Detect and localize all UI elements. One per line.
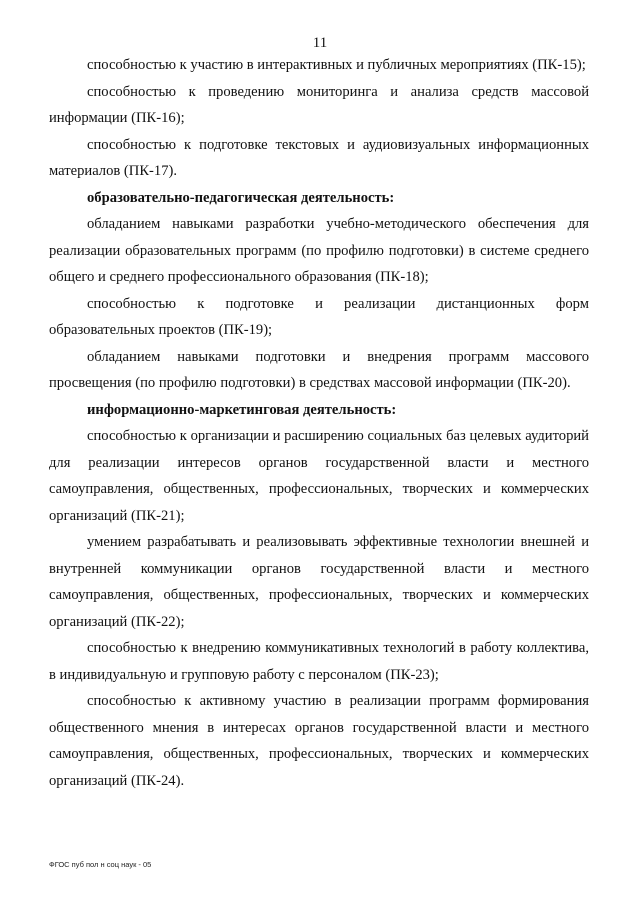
competency-pk-21: способностью к организации и расширению социальных баз целевых аудиторий для реализации интересов органов государственной власти и местного самоуправления, общественных, профессиональных, творческих и коммерческих организаций (ПК-21); [49, 428, 589, 524]
competency-pk-24: способностью к активному участию в реализации программ формирования общественного мнения в интересах органов государственной власти и местного самоуправления, общественных, профессиональных, творческих и коммерческих организаций (ПК-24). [49, 693, 589, 789]
competency-pk-18: обладанием навыками разработки учебно-методического обеспечения для реализации образовательных программ (по профилю подготовки) в системе среднего общего и среднего профессионального образования (ПК-18); [49, 216, 589, 285]
competency-pk-23: способностью к внедрению коммуникативных технологий в работу коллектива, в индивидуальную и групповую работу с персоналом (ПК-23); [49, 640, 589, 683]
competency-pk-16: способностью к проведению мониторинга и анализа средств массовой информации (ПК-16); [49, 83, 589, 126]
competency-pk-22: умением разрабатывать и реализовывать эффективные технологии внешней и внутренней коммуникации органов государственной власти и местного самоуправления, общественных, профессиональных, творческих и коммерческих организаций (ПК-22); [49, 534, 589, 630]
section-heading-marketing: информационно-маркетинговая деятельность: [87, 401, 397, 418]
competency-pk-15: способностью к участию в интерактивных и публичных мероприятиях (ПК-15); [87, 57, 586, 73]
competency-pk-20: обладанием навыками подготовки и внедрения программ массового просвещения (по профилю подготовки) в средствах массовой информации (ПК-20). [49, 348, 589, 391]
document-body [49, 52, 589, 794]
competency-pk-19: способностью к подготовке и реализации дистанционных форм образовательных проектов (ПК-19); [49, 295, 589, 338]
section-heading-educational: образовательно-педагогическая деятельность: [87, 189, 395, 206]
footer-note: ФГОС пуб пол н соц наук - 05 [49, 860, 152, 869]
competency-pk-17: способностью к подготовке текстовых и аудиовизуальных информационных материалов (ПК-17). [49, 136, 589, 179]
page-number: 11 [312, 35, 328, 51]
